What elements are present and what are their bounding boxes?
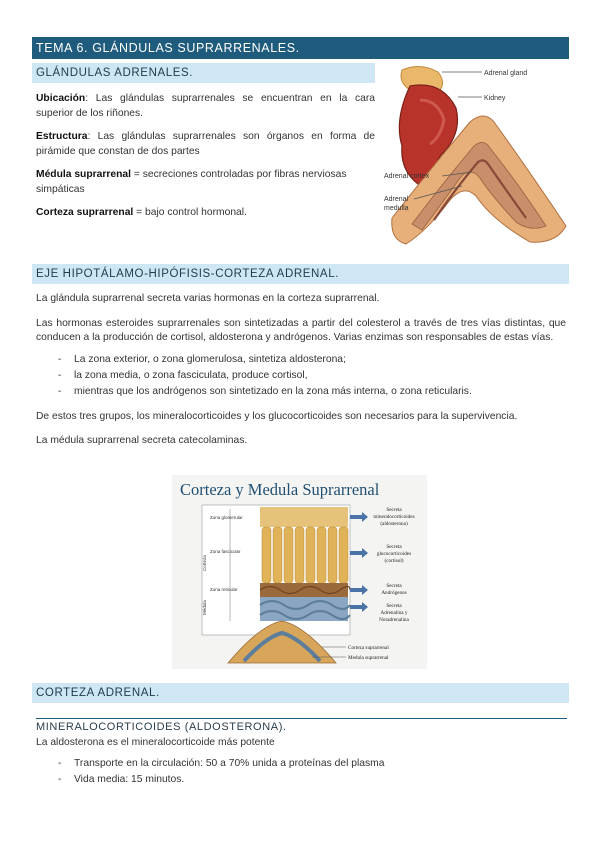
survival-paragraph: De estos tres grupos, los mineralocorticoides y los glucocorticoides son necesarios para la supervivencia. [36,410,518,422]
subsection-title-mineralocorticoids: MINERALOCORTICOIDES (ALDOSTERONA). [36,718,567,734]
label-adrenal-gland: Adrenal gland [484,70,528,77]
aldosterone-intro: La aldosterona es el mineralocorticoide más potente [36,737,275,748]
arrow-label-line: (cortisol) [384,558,404,564]
medulla-paragraph: Médula suprarrenal = secreciones controladas por fibras nerviosas simpáticas [36,169,347,195]
bottom-label-cortex: Corteza suprarrenal [348,645,389,651]
list-item: - la zona media, o zona fasciculata, produce cortisol, [36,368,566,384]
zone-label-glomerular: Zona glomerular [210,515,243,520]
structure-paragraph: Estructura: Las glándulas suprarrenales son órganos en forma de pirámide que constan de dos partes [36,131,375,157]
list-item: - mientras que los andrógenos son sintetizado en la zona más interna, o zona reticularis. [36,384,566,400]
cortex-medulla-diagram [172,475,427,669]
location-paragraph: Ubicación: Las glándulas suprarrenales se encuentran en la cara superior de los riñones. [36,93,375,119]
mineralocorticoid-text-block [36,736,566,788]
arrow-label-line: Secreta [386,603,402,609]
adrenal-kidney-illustration [380,60,570,250]
arrow-label-line: glucocorticoides [376,551,412,557]
steroid-synthesis-paragraph: Las hormonas esteroides suprarrenales son sintetizadas a partir del colesterol a través de tres vías distintas, que conducen a la producción de cortisol, aldosterona y andrógenos. Varias enzimas son responsables de estas vías. [36,317,566,343]
arrow-label-line: Noradrenalina [379,617,409,623]
list-item: - La zona exterior, o zona glomerulosa, sintetiza aldosterona; [36,352,566,368]
section-title-adrenal-glands: GLÁNDULAS ADRENALES. [32,63,375,83]
label-adrenal: Adrenal [384,196,409,203]
aldosterone-facts-list [36,756,566,788]
arrow-label-line: Andrógenos [381,590,407,596]
label-adrenal-cortex: Adrenal cortex [384,173,430,180]
adrenal-text-block [36,92,375,221]
zone-label-reticular: Zona reticular [210,587,238,592]
section-title-hpa-axis: EJE HIPOTÁLAMO-HIPÓFISIS-CORTEZA ADRENAL. [32,264,569,284]
chapter-title: TEMA 6. GLÁNDULAS SUPRARRENALES. [32,37,569,59]
bottom-label-medulla: Medula suprarrenal [348,655,389,661]
list-item: - Vida media: 15 minutos. [36,772,566,788]
diagram-title: Corteza y Medula Suprarrenal [180,480,380,499]
zone-label-fascicular: Zona fascicular [210,549,241,554]
arrow-label-line: Secreta [386,583,402,589]
arrow-label-line: mineralocorticoides [373,514,415,520]
side-label-medulla: Médula [202,600,207,615]
hpa-text-block [36,292,566,449]
catecholamines-paragraph: La médula suprarrenal secreta catecolaminas. [36,435,248,446]
arrow-label-line: Secreta [386,507,402,513]
arrow-label-line: Secreta [386,544,402,550]
label-medulla: medulla [384,205,409,212]
side-label-cortex: Corteza [202,555,207,571]
cortex-paragraph: Corteza suprarrenal = bajo control hormonal. [36,207,247,218]
adrenal-zones-list [36,352,566,400]
arrow-label-line: Adrenalina y [380,610,408,616]
label-kidney: Kidney [484,95,506,102]
list-item: - Transporte en la circulación: 50 a 70% unida a proteínas del plasma [36,756,566,772]
section-title-adrenal-cortex: CORTEZA ADRENAL. [32,683,569,703]
hormones-intro-paragraph: La glándula suprarrenal secreta varias hormonas en la corteza suprarrenal. [36,293,380,304]
arrow-label-line: (aldosterona) [380,521,408,527]
